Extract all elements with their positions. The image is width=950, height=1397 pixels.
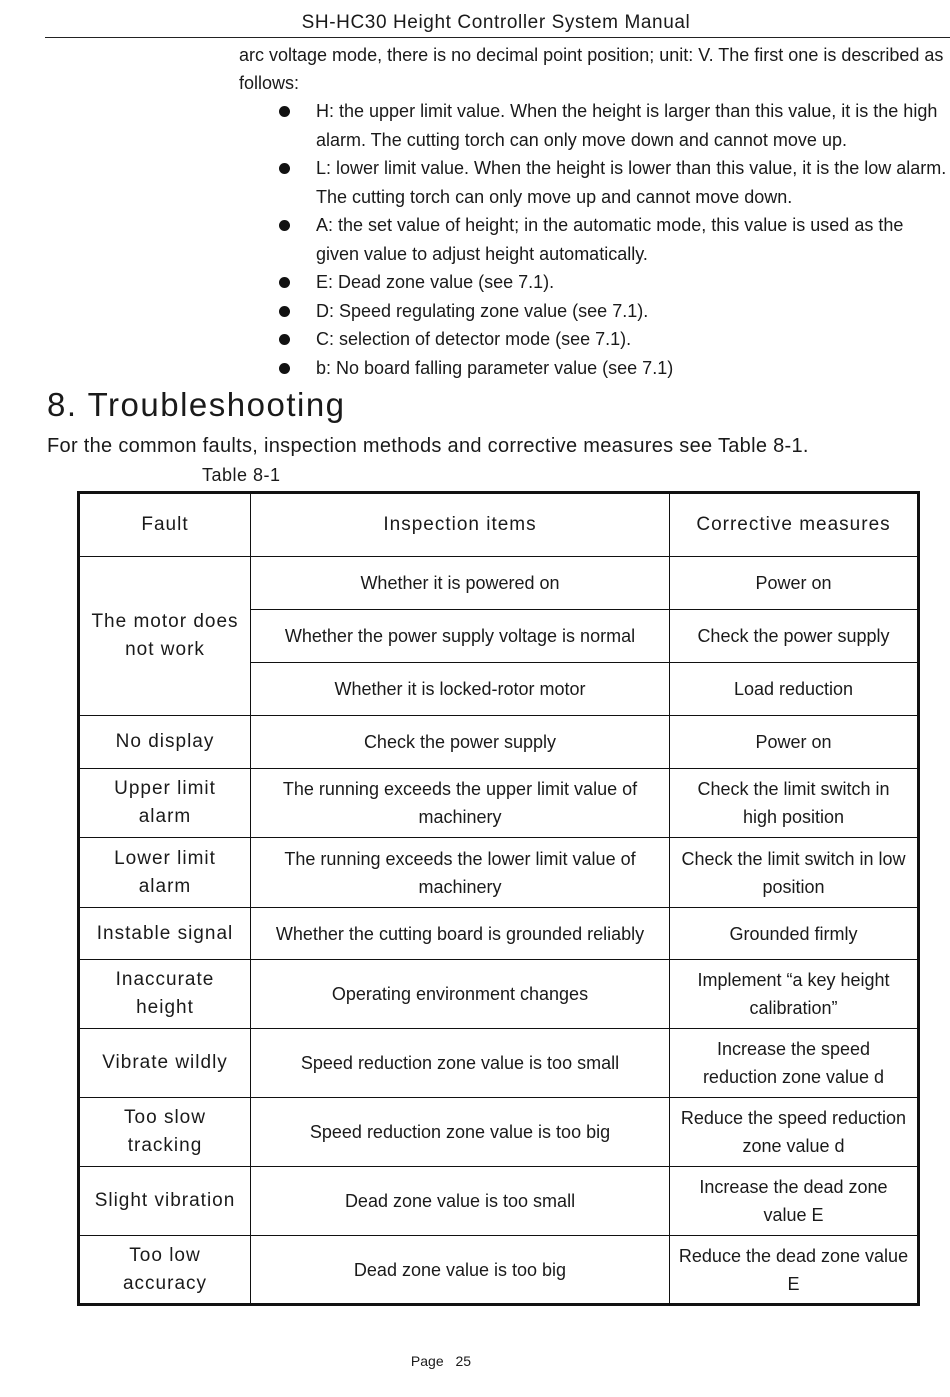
measure-cell: Check the limit switch in low position: [670, 838, 919, 908]
measure-cell: Load reduction: [670, 663, 919, 716]
list-item: [275, 325, 947, 354]
table-row: [79, 769, 919, 838]
inspection-cell: The running exceeds the lower limit value of machinery: [251, 838, 670, 908]
bullet-icon: [279, 277, 290, 288]
table-row: [79, 960, 919, 1029]
list-item: [275, 297, 947, 326]
inspection-cell: Dead zone value is too big: [251, 1236, 670, 1305]
fault-cell: Upper limit alarm: [79, 769, 251, 838]
inspection-cell: Operating environment changes: [251, 960, 670, 1029]
inspection-cell: Speed reduction zone value is too small: [251, 1029, 670, 1098]
parameter-list: [275, 97, 947, 382]
measure-cell: Reduce the dead zone value E: [670, 1236, 919, 1305]
header-divider: [45, 37, 950, 38]
bullet-icon: [279, 106, 290, 117]
intro-paragraph: arc voltage mode, there is no decimal point position; unit: V. The first one is described as follows:: [239, 45, 944, 93]
list-item-text: H: the upper limit value. When the height is larger than this value, it is the high alarm. The cutting torch can only move down and cannot move up.: [316, 101, 938, 150]
header-inspection: Inspection items: [251, 493, 670, 557]
table-row: [79, 716, 919, 769]
measure-cell: Grounded firmly: [670, 908, 919, 960]
table-row: [79, 557, 919, 610]
bullet-icon: [279, 163, 290, 174]
fault-cell: Too low accuracy: [79, 1236, 251, 1305]
measure-cell: Check the power supply: [670, 610, 919, 663]
fault-cell: Lower limit alarm: [79, 838, 251, 908]
fault-cell: Vibrate wildly: [79, 1029, 251, 1098]
fault-cell: Slight vibration: [79, 1167, 251, 1236]
list-item: [275, 97, 947, 154]
list-item-text: E: Dead zone value (see 7.1).: [316, 272, 555, 292]
list-item-text: C: selection of detector mode (see 7.1).: [316, 329, 632, 349]
inspection-cell: The running exceeds the upper limit value of machinery: [251, 769, 670, 838]
inspection-cell: Whether the power supply voltage is normal: [251, 610, 670, 663]
header-fault: Fault: [79, 493, 251, 557]
list-item: [275, 268, 947, 297]
page-header: SH-HC30 Height Controller System Manual: [301, 12, 691, 33]
section-title: 8. Troubleshooting: [47, 386, 346, 423]
section-description: For the common faults, inspection methods and corrective measures see Table 8-1.: [47, 435, 809, 457]
page-label: Page: [410, 1353, 444, 1369]
bullet-icon: [279, 334, 290, 345]
fault-cell: The motor does not work: [79, 557, 251, 716]
measure-cell: Power on: [670, 557, 919, 610]
list-item: [275, 211, 947, 268]
table-row: [79, 1098, 919, 1167]
bullet-icon: [279, 220, 290, 231]
measure-cell: Increase the speed reduction zone value d: [670, 1029, 919, 1098]
inspection-cell: Whether it is locked-rotor motor: [251, 663, 670, 716]
bullet-icon: [279, 306, 290, 317]
measure-cell: Implement “a key height calibration”: [670, 960, 919, 1029]
inspection-cell: Dead zone value is too small: [251, 1167, 670, 1236]
list-item-text: A: the set value of height; in the automatic mode, this value is used as the given value to adjust height automatically.: [316, 215, 904, 264]
list-item-text: D: Speed regulating zone value (see 7.1).: [316, 300, 649, 321]
inspection-cell: Check the power supply: [251, 716, 670, 769]
inspection-cell: Whether the cutting board is grounded reliably: [251, 908, 670, 960]
list-item: [275, 354, 947, 383]
table-row: [79, 1029, 919, 1098]
table-caption: Table 8-1: [202, 465, 281, 485]
table-header-row: [79, 493, 919, 557]
list-item-text: L: lower limit value. When the height is lower than this value, it is the low alarm. The cutting torch can only move up and cannot move down.: [316, 158, 947, 207]
header-measures: Corrective measures: [670, 493, 919, 557]
page-footer: [0, 1353, 882, 1369]
inspection-cell: Whether it is powered on: [251, 557, 670, 610]
table-row: [79, 908, 919, 960]
fault-cell: No display: [79, 716, 251, 769]
troubleshooting-table: [77, 491, 920, 1306]
list-item: [275, 154, 947, 211]
fault-cell: Inaccurate height: [79, 960, 251, 1029]
page-number: 25: [455, 1353, 472, 1369]
measure-cell: Reduce the speed reduction zone value d: [670, 1098, 919, 1167]
measure-cell: Check the limit switch in high position: [670, 769, 919, 838]
measure-cell: Increase the dead zone value E: [670, 1167, 919, 1236]
list-item-text: b: No board falling parameter value (see 7.1): [316, 357, 674, 378]
bullet-icon: [279, 363, 290, 374]
measure-cell: Power on: [670, 716, 919, 769]
table-row: [79, 1167, 919, 1236]
table-row: [79, 1236, 919, 1305]
fault-cell: Instable signal: [79, 908, 251, 960]
table-row: [79, 838, 919, 908]
fault-cell: Too slow tracking: [79, 1098, 251, 1167]
inspection-cell: Speed reduction zone value is too big: [251, 1098, 670, 1167]
